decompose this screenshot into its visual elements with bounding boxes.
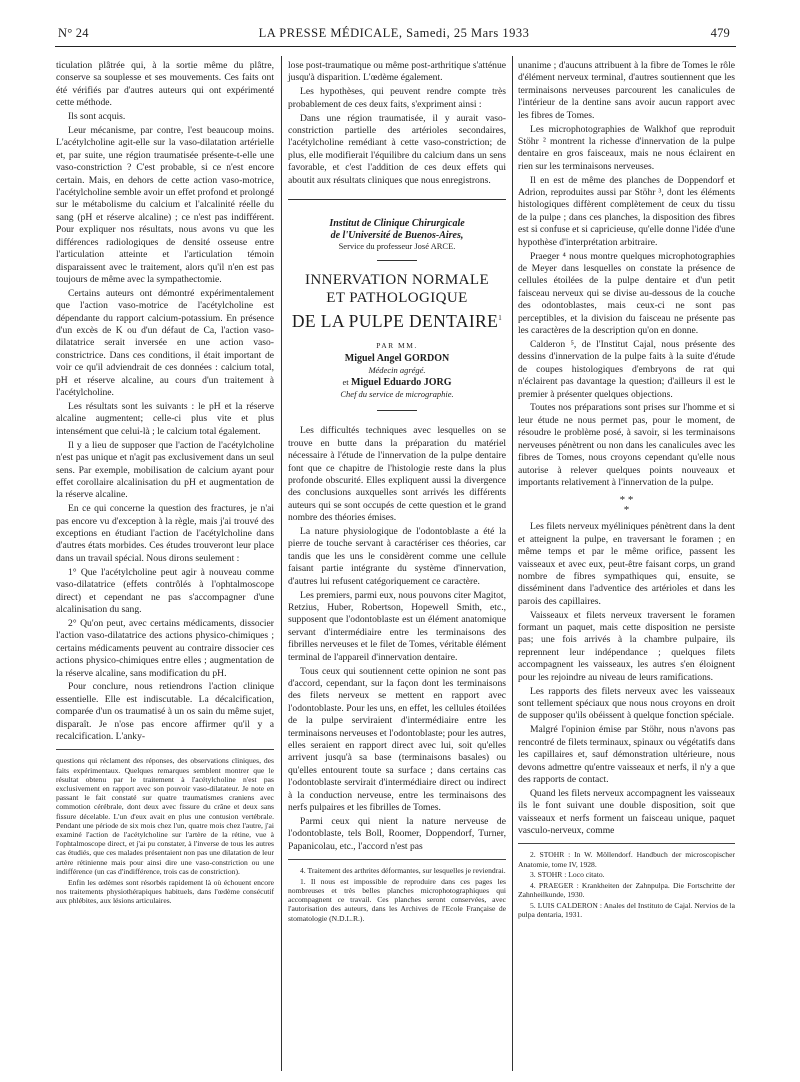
header-rule — [55, 46, 736, 47]
column-divider-1 — [281, 56, 282, 1071]
institute-line: Institut de Clinique Chirurgicale — [329, 218, 465, 230]
paragraph: Les microphotographies de Walkhof que reproduit Stöhr ² montrent la richesse d'innervation de la pulpe dentaire en gros faisceaux, mais ne nous éclairent en rien sur les terminaisons nerveuses. — [518, 123, 735, 172]
article-title-line: ET PATHOLOGIQUE — [326, 290, 468, 307]
article-title-line: DE LA PULPE DENTAIRE$^1$ — [291, 310, 503, 331]
by-line: PAR MM. — [376, 340, 418, 350]
footnote: 1. Il nous est impossible de reproduire dans ces pages les nombreuses et très belles planches microphotographiques qui accompagnent ce travail. Ces planches seront conservées, avec l'autorisation des auteurs, dans les Archives de l'Ecole Française de stomatologie (N.D.L.R.). — [288, 876, 506, 923]
paragraph: Dans une région traumatisée, il y aurait vaso-constriction partielle des artérioles secondaires, l'acétylcholine remédiant à cette vaso-constriction; de plus, elle modifierait l'équilibre du calcium dans un sens favorable, et c'est l'addition de ces deux effets qui aboutit aux résultats cliniques que nous enregistrons. — [288, 112, 506, 186]
paragraph: Les filets nerveux myéliniques pénètrent dans la dent et atteignent la pulpe, en traversant le foramen ; en même temps et par le même orifice, passent les vaisseaux et avec eux, peut-être faisant corps, un grand nombre de fibres sympathiques qui, ensuite, se disséminent dans l'adventice des artérioles et dans les parois des capillaires. — [518, 521, 735, 607]
column-divider-2 — [512, 56, 513, 1071]
author-name: Miguel Eduardo JORG — [350, 376, 452, 388]
paragraph: Pour conclure, nous retiendrons l'action clinique essentielle. Elle est indiscutable. La décalcification, comparée d'un os traumatisé à un os sain du même sujet, disparaît. Je n'ose pas encore affirmer qu'il y a recalcification. L'anky- — [56, 681, 274, 743]
paragraph: Praeger ⁴ nous montre quelques microphotographies de Meyer dans lesquelles on constate la présence de cellules étoilées de la pulpe dentaire et d'un petit faisceau nerveux qui se divise au-dessous de la couche des odontoblastes, mais ceux-ci ne sont pas perceptibles, et la division du faisceau ne présente pas les caractères de la description qu'on en donne. — [518, 250, 735, 337]
paragraph: 1° Que l'acétylcholine peut agir à nouveau comme vaso-dilatatrice (effets contrôlés à l'ophtalmoscope direct) et cependant ne pas s'accompagner d'une alcalinisation du sang. — [56, 566, 274, 615]
author-role: Chef du service de micrographie. — [340, 389, 454, 400]
footnote: 3. STOHR : Loco citato. — [530, 870, 605, 880]
title-rule — [377, 260, 417, 261]
article-heading — [288, 199, 506, 411]
footnote-rule — [56, 749, 274, 750]
article-title-line: INNERVATION NORMALE — [304, 272, 490, 289]
paragraph: 2° Qu'on peut, avec certains médicaments, dissocier l'action vaso-dilatatrice des actions physico-chimiques ; certains médicaments peuvent au contraire dissocier ces actions physico-chimiques entre elles ; augmentation de la réserve alcaline, sans modification du pH. — [56, 617, 274, 679]
footnote: 5. LUIS CALDERON : Anales del Instituto de Cajal. Nervios de la pulpa dentaria, 1931. — [518, 900, 735, 920]
paragraph: Les hypothèses, qui peuvent rendre compte très probablement de ces deux faits, s'expriment ainsi : — [288, 86, 506, 110]
paragraph: La nature physiologique de l'odontoblaste a été la pierre de touche servant à caractériser ces théories, car tandis que les uns le considèrent comme une cellule faisant partie intégrante du système d'innervation, d'autres lui refusent catégoriquement ce caractère. — [288, 526, 506, 587]
footnote-rule — [288, 859, 506, 860]
section-rule — [288, 199, 506, 200]
paragraph: Il y a lieu de supposer que l'action de l'acétylcholine n'est pas unique et n'agit pas exclusivement dans un seul sens. Par exemple, mobilisation de calcium ayant pour effet corollaire alcalinisation du pH et augmentation de la réserve alcaline. — [56, 439, 274, 501]
conjunction: et — [342, 376, 349, 387]
paragraph: Certains auteurs ont démontré expérimentalement que l'action vaso-motrice de l'acétylcholine est dépendante du rapport calcium-potassium. En présence d'un excès de K ou d'un défaut de Ca, l'action vaso-dilatatrice serait inversée en une action vaso-constrictrice. Dans ces conditions, il était important de voir ce qu'il adviendrait de ces données : calcium total, pH et réserve alcaline, au cours d'un traitement à l'acétylcholine. — [56, 287, 274, 399]
paragraph: Tous ceux qui soutiennent cette opinion ne sont pas d'accord, cependant, sur la façon dont les terminaisons des filets nerveux se mettent en rapport avec l'odontoblaste. Pour les uns, en effet, les cellules étoilées de la pulpe serviraient d'intermédiaire entre les terminaisons nerveuses et l'odontoblaste; pour les autres, elles seraient en rapport direct avec lui, soit qu'elles arrivent jusqu'à sa base (terminaisons basales) ou qu'elles entourent toute sa surface ; dans certains cas l'odontoblaste servirait d'intermédiaire direct ou indirect à la conduction nerveuse, entre les terminaisons des nerfs pulpaires et les fibrilles de Tomes. — [288, 665, 506, 813]
paragraph: Les difficultés techniques avec lesquelles on se trouve en butte dans la préparation du matériel nécessaire à l'étude de l'innervation de la pulpe dentaire font que ce chapitre de l'histologie reste dans la plus profonde obscurité. Elles expliquent aussi la divergence des conclusions auxquelles sont arrivés les différents auteurs qui se sont occupés de cette question et le grand nombre des théories émises. — [288, 425, 506, 524]
service-line: Service du professeur José ARCE. — [338, 241, 456, 252]
paragraph: Parmi ceux qui nient la nature nerveuse de l'odontoblaste, tels Boll, Roomer, Doppendorf, Turner, Papanicolau, etc., l'accord n'est pas — [288, 815, 506, 852]
footnote: 4. Traitement des arthrites déformantes, sur lesquelles je reviendrai. — [300, 866, 506, 876]
paragraph: Malgré l'opinion émise par Stöhr, nous n'avons pas rencontré de filets terminaux, spinaux ou végétatifs dans les capillaires et, sauf démonstration ultérieure, nous devons admettre qu'entre vaisseaux et nerfs, il n'y a que des rapports de contact. — [518, 724, 735, 785]
issue-number: N° 24 — [58, 26, 89, 40]
footnote: questions qui réclament des réponses, des observations cliniques, des faits expérimentaux. Quelques remarques semblent montrer que le résultat obtenu par le traitement à l'acétylcholine n'est pas exclusivement en rapport avec son pouvoir vaso-dilatateur. Je note en passant le fait constaté sur quatre traumatismes craniens avec commotion cérébrale, dont deux avec fissure du crâne et deux sans fissure décelable. L'un d'eux avait en plus une contusion vertébrale. Pendant une période de six mois chez l'un, quatre mois chez l'autre, j'ai examiné l'action de l'acétylcholine sur l'artère de la rétine, vue à l'ophtalmoscope direct, et j'ai pu constater, à l'inverse de tous les autres cas étudiés, que ces malades présentaient non pas une dilatation de leur artère rétinienne mais pour ainsi dire une vaso-constriction ou une indifférence (un cas d'indifférence, trois cas de constriction). — [56, 756, 274, 876]
paragraph: Les résultats sont les suivants : le pH et la réserve alcaline augmentent; celle-ci plus vite et plus intensément que celui-là ; le calcium total également. — [56, 400, 274, 437]
paragraph: unanime ; d'aucuns attribuent à la fibre de Tomes le rôle d'élément nerveux terminal, d'autres soutiennent que les terminaisons nerveuses parcourent les canalicules de l'intérieur de la dentine sans avoir aucun rapport avec les fibres de Tomes. — [518, 60, 735, 121]
asterism-separator: * * * — [619, 494, 634, 517]
column-right — [518, 60, 735, 921]
paragraph: Les premiers, parmi eux, nous pouvons citer Magitot, Retzius, Huber, Robertson, Hopewell Smith, etc., supposent que l'odontoblaste est un élément anatomique servant d'intermédiaire entre les terminaisons des fibrilles nerveuses et le filet de Tomes, véritable élément terminal de l'appareil d'innervation dentaire. — [288, 589, 506, 663]
paragraph: Quand les filets nerveux accompagnent les vaisseaux ils le font suivant une double disposition, soit que vaisseaux et nerfs forment un faisceau unique, paquet vasculo-nerveux, comme — [518, 787, 735, 837]
footnote: 4. PRAEGER : Krankheiten der Zahnpulpa. Die Fortschritte der Zahnheilkunde, 1930. — [518, 881, 735, 900]
paragraph: Ils sont acquis. — [68, 111, 126, 123]
paragraph: Leur mécanisme, par contre, l'est beaucoup moins. L'acétylcholine agit-elle sur la vaso-dilatation artérielle et, par suite, une région traumatisée présente-t-elle une vaso-constriction ? C'est probable, si ce n'est encore certain. Mais, en dehors de cette action vaso-motrice, l'acétylcholine semble avoir un effet profond et prolongé sur le métabolisme du calcium et l'alcalinité réelle du sang (pH et réserve alcaline) ; ce n'est pas indifférent. Pour expliquer nos résultats, nous avons vu que les différences radiologiques de densité osseuse entre l'articulation atteinte et l'articulation témoin disparaissent avec le traitement, alors qu'il n'en est pas toujours de même avec la sympathectomie. — [56, 125, 274, 285]
institute-line: de l'Université de Buenos-Aires, — [330, 229, 464, 241]
footnote: Enfin les œdèmes sont résorbés rapidement là où échouent encore nos traitements physiothérapiques habituels, dans l'œdème consécutif aux phlébites, aux lésions articulaires. — [56, 877, 274, 905]
paragraph: Toutes nos préparations sont prises sur l'homme et si leur étude ne nous permet pas, pour le moment, de résoudre le problème posé, à savoir, si les terminaisons nerveuses pénètrent ou non dans les canalicules avec les fibres de Tomes, nous croyons cependant qu'elle nous autorise à relever quelques points nouveaux et importants relativement à l'innervation de la pulpe. — [518, 402, 735, 488]
paragraph: lose post-traumatique ou même post-arthritique s'atténue jusqu'à disparition. L'œdème également. — [288, 60, 506, 84]
paragraph: Calderon ⁵, de l'Institut Cajal, nous présente des dessins d'innervation de la pulpe faits à la suite d'étude de coupes histologiques d'embryons de rat qui n'éclairent pas davantage la question; d'ailleurs il est le premier à présenter quelques objections. — [518, 338, 735, 400]
footnote: 2. STOHR : In W. Möllendorf. Handbuch der microscopischer Anatomie, tome IV, 1928. — [518, 850, 735, 869]
paragraph: Il en est de même des planches de Doppendorf et Adrion, reproduites aussi par Stöhr ³, dont les éléments histologiques diffèrent complètement de ceux du tissu de la pulpe ; dans ces planches, la disposition des fibres est si confuse et si capricieuse, qu'elle donne l'idée d'une hypothèse d'interprétation arbitraire. — [518, 174, 735, 248]
footnote-rule — [518, 843, 735, 844]
author-role: Médecin agrégé. — [368, 364, 426, 375]
paragraph: Vaisseaux et filets nerveux traversent le foramen formant un paquet, mais cette disposition ne persiste pas; une fois arrivés à la chambre pulpaire, ils reprennent leur indépendance ; quelques filets accompagnent les vaisseaux, les autres s'en éloignent pour les rejoindre au niveau de leurs ramifications. — [518, 609, 735, 683]
author-name: Miguel Angel GORDON — [344, 352, 450, 364]
title-rule — [377, 410, 417, 411]
column-middle — [288, 60, 506, 924]
column-left — [56, 60, 274, 907]
paragraph: ticulation plâtrée qui, à la sortie même du plâtre, conserve sa souplesse et ses mouvements. Ces faits ont été vérifiés par d'autres auteurs qui ont expérimenté cette méthode. — [56, 60, 274, 109]
running-header — [58, 26, 730, 42]
title-footnote-mark: 1 — [498, 314, 503, 323]
page-number: 479 — [710, 26, 730, 40]
journal-title: LA PRESSE MÉDICALE, Samedi, 25 Mars 1933 — [258, 26, 530, 40]
paragraph: Les rapports des filets nerveux avec les vaisseaux sont tellement spéciaux que nous nous croyons en droit de supposer qu'ils obéissent à quelque fonction spéciale. — [518, 685, 735, 722]
paragraph: En ce qui concerne la question des fractures, je n'ai pas encore vu d'exception à la règle, mais j'ai trouvé des exceptions en étudiant l'action de l'acétylcholine dans d'autres états morbides. Ces études trouveront leur place dans un travail spécial. Nous dirons seulement : — [56, 503, 274, 564]
